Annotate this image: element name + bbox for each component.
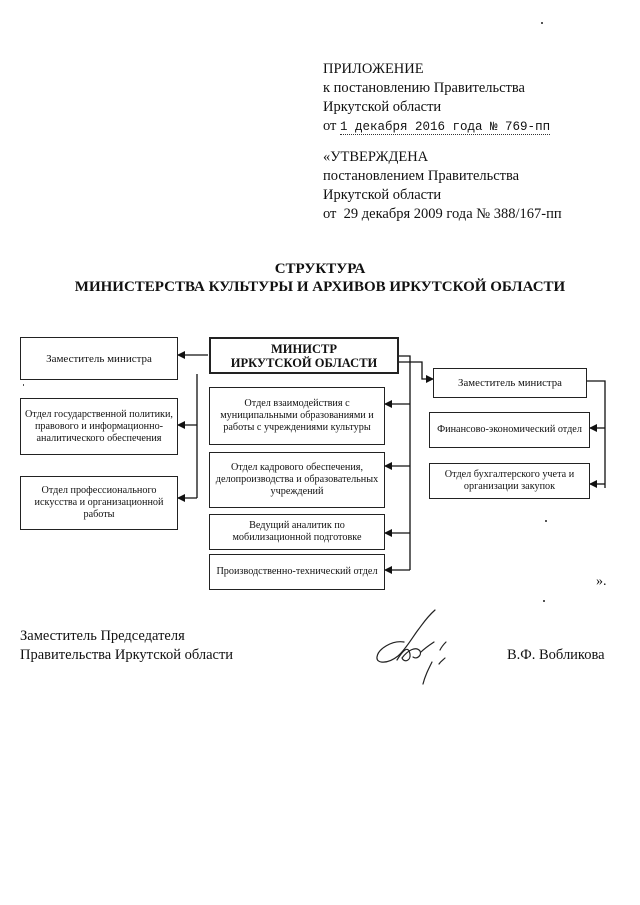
left-unit-2-label: Отдел профессионального искусства и организационной работы (34, 485, 164, 520)
center-unit-1-box (209, 387, 385, 445)
approved-line-3: от 29 декабря 2009 года № 388/167-пп (323, 206, 562, 222)
signatory-position-line-2: Правительства Иркутской области (20, 647, 234, 663)
closing-quote: ». (596, 574, 607, 589)
right-unit-1-label: Финансово-экономический отдел (437, 424, 582, 435)
appendix-title: ПРИЛОЖЕНИЕ (323, 61, 424, 77)
left-unit-1-label: Отдел государственной политики, правового и информационно-аналитического обеспечения (25, 408, 173, 444)
right-deputy-box (433, 368, 587, 398)
approved-title: «УТВЕРЖДЕНА (323, 149, 429, 165)
left-deputy-label: Заместитель министра (46, 352, 152, 365)
document-title-line-1: СТРУКТУРА (274, 261, 366, 277)
scan-speck (541, 22, 543, 24)
appendix-from: от (323, 118, 337, 134)
signatory-position-line-1: Заместитель Председателя (20, 628, 185, 644)
approved-line-2: Иркутской области (323, 187, 442, 203)
right-unit-2-box (429, 463, 590, 499)
signatory-position (20, 627, 233, 665)
center-unit-1-label: Отдел взаимодействия с муниципальными образованиями и работы с учреждениями культуры (220, 398, 374, 433)
minister-box (209, 337, 399, 374)
right-deputy-label: Заместитель министра (458, 377, 562, 389)
scan-speck (545, 520, 547, 522)
center-unit-4-box (209, 554, 385, 590)
connector-minister-right-deputy (398, 362, 433, 379)
center-unit-2-box (209, 452, 385, 508)
appendix-line-1: к постановлению Правительства (323, 80, 525, 96)
center-unit-3-box (209, 514, 385, 550)
left-unit-1-box (20, 398, 178, 455)
connector-center-trunk (398, 356, 410, 570)
appendix-line-2: Иркутской области (323, 99, 442, 115)
scan-speck (543, 600, 545, 602)
right-unit-2-label: Отдел бухгалтерского учета и организации закупок (444, 469, 575, 492)
left-deputy-box (20, 337, 178, 380)
scan-speck (23, 384, 24, 386)
right-unit-1-box (429, 412, 590, 448)
signatory-name: В.Ф. Вобликова (507, 647, 605, 663)
left-unit-2-box (20, 476, 178, 530)
handwritten-signature (368, 604, 463, 689)
center-unit-3-label: Ведущий аналитик по мобилизационной подготовке (232, 520, 362, 543)
document-title-line-2: МИНИСТЕРСТВА КУЛЬТУРЫ И АРХИВОВ ИРКУТСКОЙ ОБЛАСТИ (74, 279, 566, 295)
center-unit-4-label: Производственно-технический отдел (216, 566, 378, 577)
appendix-date: 1 декабря 2016 года № 769-пп (340, 120, 551, 134)
center-unit-2-label: Отдел кадрового обеспечения, делопроизводства и образовательных учреждений (215, 462, 379, 497)
approved-line-1: постановлением Правительства (323, 168, 520, 184)
minister-label: МИНИСТР ИРКУТСКОЙ ОБЛАСТИ (230, 341, 378, 370)
